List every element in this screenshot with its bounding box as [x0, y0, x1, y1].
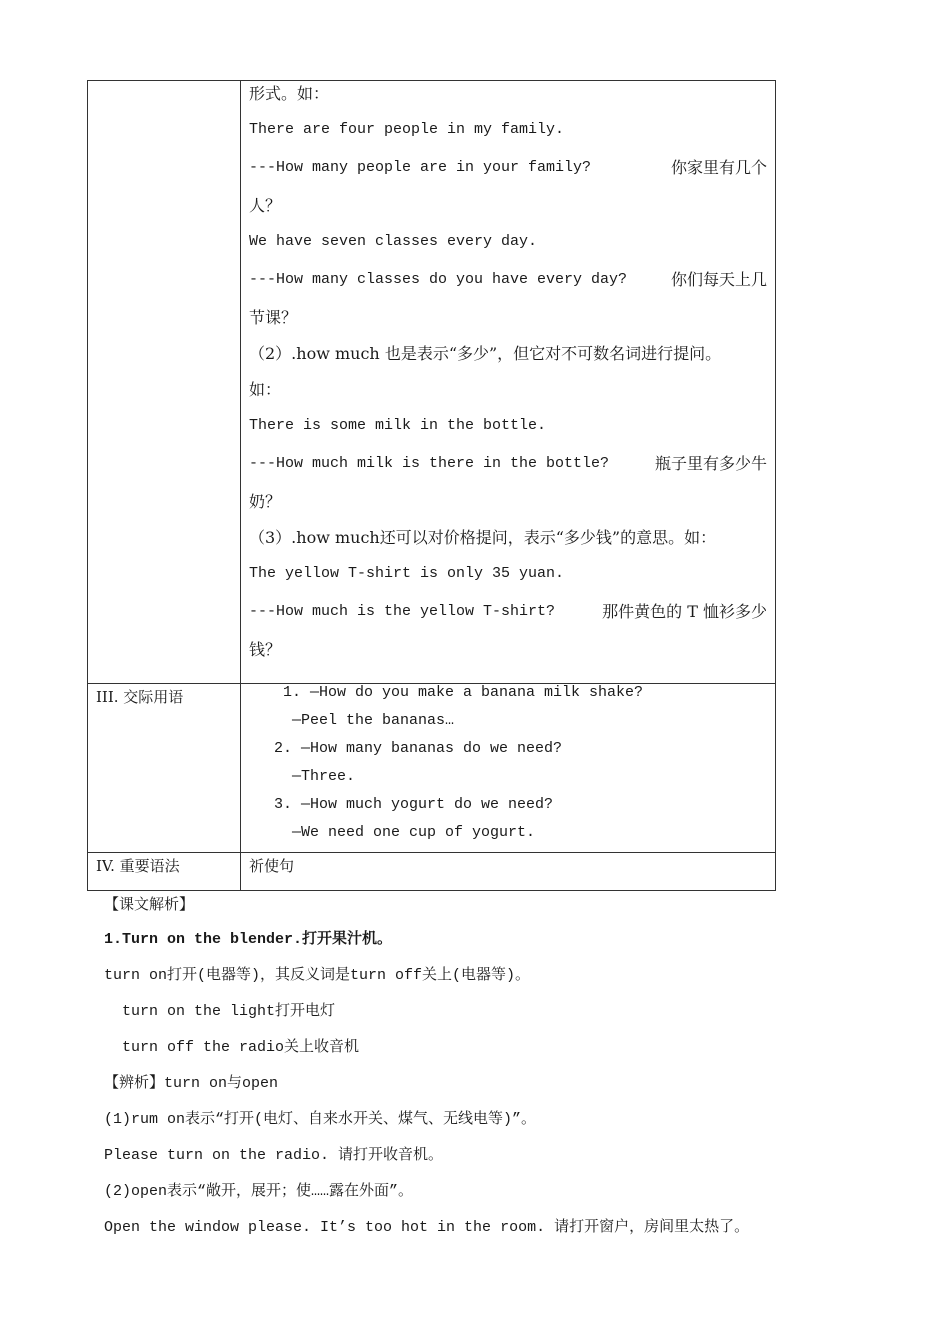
- row2-label-cell: [88, 684, 241, 853]
- body-line: turn on打开(电器等)，其反义词是turn off关上(电器等)。: [104, 967, 531, 984]
- content-line: 形式。如：: [249, 84, 330, 103]
- grammar-point: （3）.how much还可以对价格提问，表示“多少钱”的意思。如：: [249, 528, 717, 547]
- content-line: 人？: [249, 196, 282, 215]
- content-line: 如：: [249, 380, 282, 399]
- content-line: 节课？: [249, 308, 298, 327]
- lesson-table: [87, 80, 776, 891]
- question-cn: 那件黄色的 T 恤衫多少: [602, 602, 767, 621]
- table-row-grammar-continued: [88, 81, 776, 684]
- content-line: 奶？: [249, 492, 282, 511]
- dialog-line: —Peel the bananas…: [265, 712, 455, 729]
- example-question: [249, 265, 767, 305]
- question-en: ---How many classes do you have every day?: [249, 271, 628, 288]
- body-line: 【辨析】turn on与open: [104, 1075, 279, 1092]
- grammar-point: （2）.how much 也是表示“多少”，但它对不可数名词进行提问。: [249, 344, 722, 363]
- example-sentence: The yellow T-shirt is only 35 yuan.: [249, 565, 565, 582]
- row3-label-cell: [88, 853, 241, 891]
- question-en: ---How many people are in your family?: [249, 159, 592, 176]
- body-line: Please turn on the radio. 请打开收音机。: [104, 1147, 444, 1164]
- dialog-line: 2. —How many bananas do we need?: [265, 740, 563, 757]
- example-question: [249, 449, 767, 489]
- table-row-grammar: [88, 853, 776, 891]
- body-line: (1)rum on表示“打开(电灯、自来水开关、煤气、无线电等)”。: [104, 1111, 537, 1128]
- example-sentence: There is some milk in the bottle.: [249, 417, 547, 434]
- dialog-line: 1. —How do you make a banana milk shake?: [265, 684, 644, 701]
- example-sentence: We have seven classes every day.: [249, 233, 538, 250]
- section-label-grammar: IV. 重要语法: [96, 857, 180, 875]
- body-line: turn on the light打开电灯: [104, 1003, 336, 1020]
- section-title: 【课文解析】: [104, 895, 195, 913]
- row2-content-cell: [241, 684, 776, 853]
- body-line: turn off the radio关上收音机: [104, 1039, 360, 1056]
- body-line: Open the window please. It’s too hot in the room. 请打开窗户，房间里太热了。: [104, 1219, 750, 1236]
- question-cn: 你们每天上几: [670, 270, 767, 289]
- example-question: [249, 153, 767, 193]
- question-en: ---How much is the yellow T-shirt?: [249, 603, 556, 620]
- content-line: 钱？: [249, 640, 282, 659]
- body-line: (2)open表示“敞开，展开；使……露在外面”。: [104, 1183, 414, 1200]
- table-row-communication: [88, 684, 776, 853]
- row1-content-cell: [241, 81, 776, 684]
- question-cn: 瓶子里有多少牛: [654, 454, 767, 473]
- example-question: [249, 597, 767, 637]
- dialog-line: —We need one cup of yogurt.: [265, 824, 536, 841]
- row1-label-cell: [88, 81, 241, 684]
- dialog-line: —Three.: [265, 768, 356, 785]
- question-en: ---How much milk is there in the bottle?: [249, 455, 610, 472]
- dialog-line: 3. —How much yogurt do we need?: [265, 796, 554, 813]
- question-cn: 你家里有几个: [670, 158, 767, 177]
- example-sentence: There are four people in my family.: [249, 121, 565, 138]
- grammar-topic: 祈使句: [249, 857, 295, 875]
- section-label-communication: III. 交际用语: [96, 688, 184, 706]
- row3-content-cell: [241, 853, 776, 891]
- text-heading: 1.Turn on the blender.打开果汁机。: [104, 931, 393, 948]
